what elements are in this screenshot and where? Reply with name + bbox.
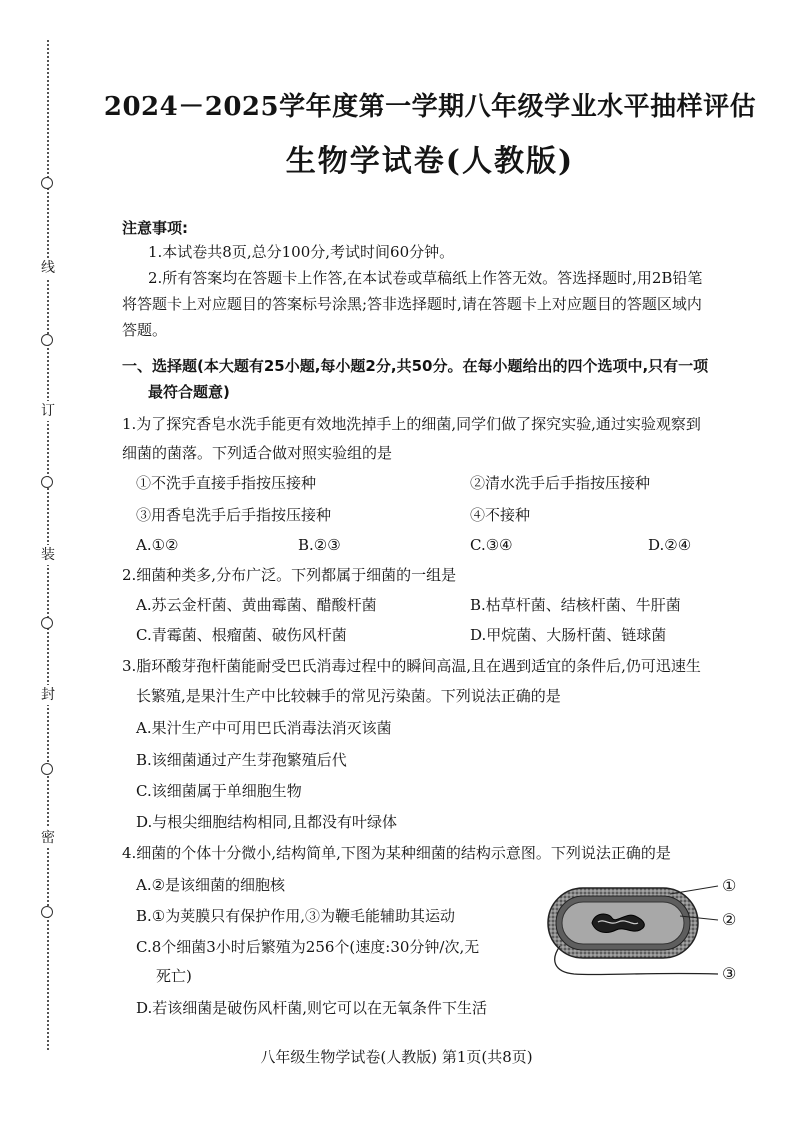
question-3-stem-cont: 长繁殖,是果汁生产中比较棘手的常见污染菌。下列说法正确的是	[136, 687, 561, 705]
question-1-statement-3: ③用香皂洗手后手指按压接种	[136, 506, 332, 524]
notes-heading: 注意事项:	[122, 219, 188, 237]
diagram-label-3: ③	[722, 964, 737, 983]
binding-label-feng: 封	[37, 685, 59, 705]
note-item-2-cont: 将答题卡上对应题目的答案标号涂黑;答非选择题时,请在答题卡上对应题目的答题区域内	[122, 295, 702, 313]
bacterium-structure-diagram	[540, 868, 780, 988]
question-1-option-c: C.③④	[470, 536, 513, 554]
question-1-option-a: A.①②	[136, 536, 179, 554]
question-1-option-b: B.②③	[298, 536, 341, 554]
question-2-option-d: D.甲烷菌、大肠杆菌、链球菌	[470, 626, 667, 644]
note-item-1: 1.本试卷共8页,总分100分,考试时间60分钟。	[148, 243, 455, 261]
binding-label-mi: 密	[37, 828, 59, 848]
question-1-stem-cont: 细菌的菌落。下列适合做对照实验组的是	[122, 444, 393, 462]
exam-subtitle: 生物学试卷(人教版)	[285, 144, 575, 179]
question-4-option-d: D.若该细菌是破伤风杆菌,则它可以在无氧条件下生活	[136, 999, 488, 1017]
binding-circle	[41, 177, 53, 189]
question-3-option-d: D.与根尖细胞结构相同,且都没有叶绿体	[136, 813, 398, 831]
question-1-statement-1: ①不洗手直接手指按压接种	[136, 474, 317, 492]
section-heading-cont: 最符合题意)	[148, 383, 230, 401]
diagram-label-2: ②	[722, 910, 737, 929]
question-4-stem: 4.细菌的个体十分微小,结构简单,下图为某种细菌的结构示意图。下列说法正确的是	[122, 844, 671, 862]
note-item-2: 2.所有答案均在答题卡上作答,在本试卷或草稿纸上作答无效。答选择题时,用2B铅笔	[148, 269, 703, 287]
binding-circle	[41, 476, 53, 488]
question-2-option-b: B.枯草杆菌、结核杆菌、牛肝菌	[470, 596, 681, 614]
question-2-option-c: C.青霉菌、根瘤菌、破伤风杆菌	[136, 626, 347, 644]
binding-label-xian: 线	[37, 258, 59, 278]
question-1-statement-4: ④不接种	[470, 506, 531, 524]
question-3-option-b: B.该细菌通过产生芽孢繁殖后代	[136, 751, 347, 769]
section-heading: 一、选择题(本大题有25小题,每小题2分,共50分。在每小题给出的四个选项中,只有一项	[122, 357, 709, 375]
binding-label-zhuang: 装	[37, 545, 59, 565]
question-4-option-a: A.②是该细菌的细胞核	[136, 876, 286, 894]
question-1-stem: 1.为了探究香皂水洗手能更有效地洗掉手上的细菌,同学们做了探究实验,通过实验观察到	[122, 415, 701, 433]
note-item-2-cont: 答题。	[122, 321, 168, 339]
binding-circle	[41, 763, 53, 775]
question-1-option-d: D.②④	[648, 536, 692, 554]
question-3-stem: 3.脂环酸芽孢杆菌能耐受巴氏消毒过程中的瞬间高温,且在遇到适宜的条件后,仍可迅速生	[122, 657, 701, 675]
question-1-statement-2: ②清水洗手后手指按压接种	[470, 474, 651, 492]
question-2-option-a: A.苏云金杆菌、黄曲霉菌、醋酸杆菌	[136, 596, 377, 614]
binding-circle	[41, 906, 53, 918]
diagram-label-1: ①	[722, 876, 737, 895]
question-2-stem: 2.细菌种类多,分布广泛。下列都属于细菌的一组是	[122, 566, 457, 584]
question-4-option-b: B.①为荚膜只有保护作用,③为鞭毛能辅助其运动	[136, 907, 456, 925]
question-4-option-c: C.8个细菌3小时后繁殖为256个(速度:30分钟/次,无	[136, 938, 480, 956]
question-3-option-a: A.果汁生产中可用巴氏消毒法消灭该菌	[136, 719, 392, 737]
question-4-option-c-cont: 死亡)	[156, 967, 192, 985]
binding-circle	[41, 334, 53, 346]
binding-label-ding: 订	[37, 401, 59, 421]
binding-circle	[41, 617, 53, 629]
question-3-option-c: C.该细菌属于单细胞生物	[136, 782, 302, 800]
exam-title: 2024－2025学年度第一学期八年级学业水平抽样评估	[103, 92, 757, 122]
page-footer: 八年级生物学试卷(人教版) 第1页(共8页)	[260, 1048, 533, 1066]
